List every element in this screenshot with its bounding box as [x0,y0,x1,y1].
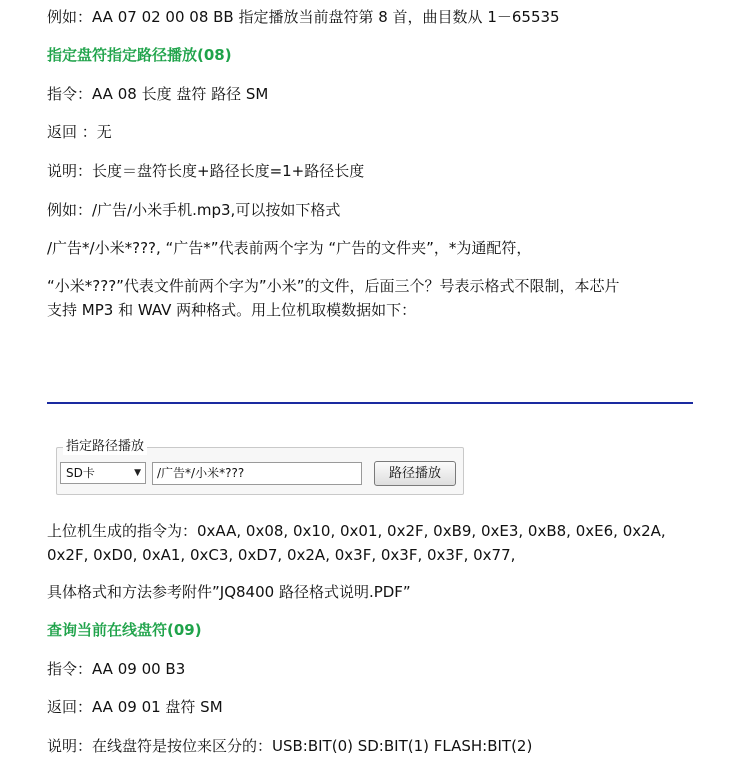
reference-text: 具体格式和方法参考附件”JQ8400 路径格式说明.PDF” [47,583,411,601]
example-08-text: 例如：/广告/小米手机.mp3,可以按如下格式 [47,201,341,219]
divider-rule [47,402,693,404]
section-heading-08: 指定盘符指定路径播放(08) [47,46,232,64]
path-play-button[interactable]: 路径播放 [374,461,456,486]
return-09-text: 返回：AA 09 01 盘符 SM [47,698,223,716]
chevron-down-icon[interactable]: ▼ [134,468,141,478]
path-input[interactable]: /广告*/小米*??? [152,462,362,485]
return-08-text: 返回 ：无 [47,123,112,141]
command-09-text: 指令：AA 09 00 B3 [47,660,186,678]
example-07-text: 例如：AA 07 02 00 08 BB 指定播放当前盘符第 8 首，曲目数从 1－65535 [47,8,560,26]
command-08-text: 指令：AA 08 长度 盘符 路径 SM [47,85,269,103]
description-09-text: 说明：在线盘符是按位来区分的：USB:BIT(0) SD:BIT(1) FLASH:BIT(2) [47,737,533,755]
drive-select[interactable] [60,462,146,484]
generated-command-line-1: 上位机生成的指令为：0xAA, 0x08, 0x10, 0x01, 0x2F, 0xB9, 0xE3, 0xB8, 0xE6, 0x2A, [47,522,666,540]
format-line-1: /广告*/小米*???, “广告*”代表前两个字为 “广告的文件夹”，*为通配符， [47,239,532,257]
description-08-text: 说明：长度＝盘符长度+路径长度=1+路径长度 [47,162,365,180]
format-line-3: 支持 MP3 和 WAV 两种格式。用上位机取模数据如下： [47,301,417,319]
generated-command-line-2: 0x2F, 0xD0, 0xA1, 0xC3, 0xD7, 0x2A, 0x3F, 0x3F, 0x3F, 0x77, [47,546,516,564]
groupbox-title: 指定路径播放 [63,439,147,455]
format-line-2: “小米*???”代表文件前两个字为”小米”的文件，后面三个？号表示格式不限制，本芯片 [47,277,620,295]
section-heading-09: 查询当前在线盘符(09) [47,621,202,639]
drive-select-value: SD卡 [66,466,95,480]
